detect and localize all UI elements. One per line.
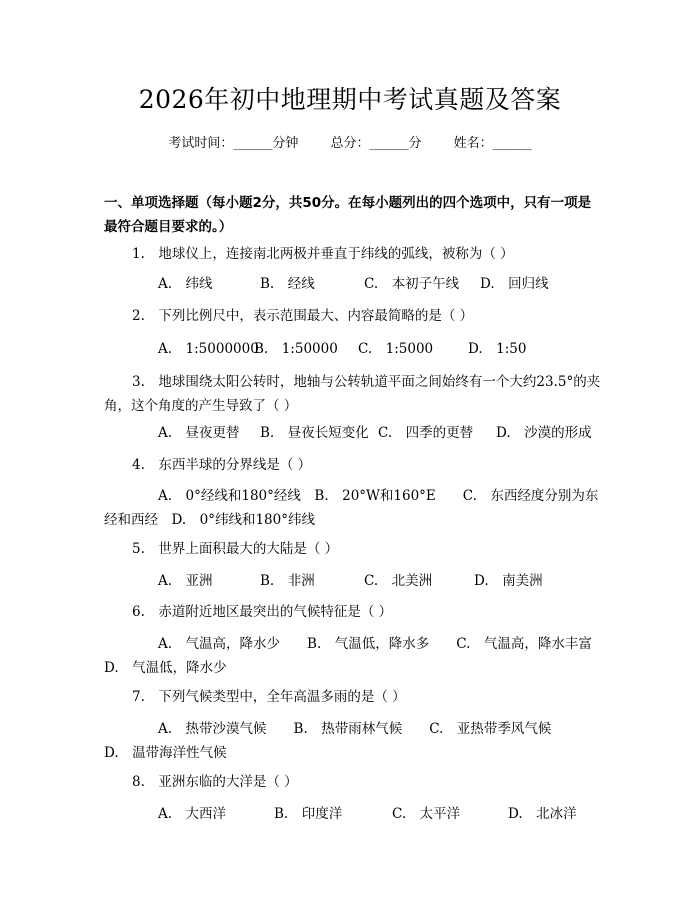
question-stem: 7. 下列气候类型中，全年高温多雨的是（ ） (132, 689, 406, 705)
option-b: B. 昼夜长短变化 (260, 425, 369, 441)
option-a: A. 昼夜更替 (158, 425, 240, 441)
option-c: C. 北美洲 (364, 573, 433, 589)
question-6-options (104, 632, 604, 680)
option-b: B. 非洲 (260, 573, 315, 589)
question-7 (104, 685, 604, 709)
option-d: D. 沙漠的形成 (496, 425, 592, 441)
question-stem: 5. 世界上面积最大的大陆是（ ） (132, 541, 339, 557)
options-line-1: A. 0°经线和180°经线 B. 20°W和160°E C. 东西经度分别为东 (158, 488, 599, 504)
question-3-options (104, 421, 604, 445)
question-1-options (104, 272, 604, 296)
options-line-1: A. 热带沙漠气候 B. 热带雨林气候 C. 亚热带季风气候 (158, 721, 552, 737)
option-d: D. 回归线 (480, 276, 549, 292)
option-c: C. 本初子午线 (364, 276, 460, 292)
option-b: B. 印度洋 (274, 806, 343, 822)
question-4-options (104, 484, 604, 532)
options-line-2: 经和西经 D. 0°纬线和180°纬线 (104, 512, 315, 528)
question-8-options (104, 802, 604, 826)
question-stem: 6. 赤道附近地区最突出的气候特征是（ ） (132, 604, 393, 620)
exam-time: 考试时间：______分钟 (168, 136, 299, 151)
question-4 (104, 453, 604, 477)
options-line-1: A. 气温高，降水少 B. 气温低，降水多 C. 气温高，降水丰富 (158, 636, 592, 652)
exam-name: 姓名：______ (453, 136, 532, 151)
options-line-2: D. 温带海洋性气候 (104, 745, 227, 761)
page-title: 2026年初中地理期中考试真题及答案 (138, 85, 562, 114)
question-stem: 1. 地球仪上，连接南北两极并垂直于纬线的弧线，被称为（ ） (132, 246, 514, 262)
exam-score: 总分：______分 (330, 136, 422, 151)
option-a: A. 1:5000000 (158, 341, 259, 357)
option-c: C. 1:5000 (358, 341, 434, 357)
section-heading: 一、单项选择题（每小题2分，共50分。在每小题列出的四个选项中，只有一项是最符合题目要求的。） (104, 195, 592, 235)
option-d: D. 南美洲 (474, 573, 543, 589)
question-5 (104, 537, 604, 561)
question-5-options (104, 569, 604, 593)
question-stem: 2. 下列比例尺中，表示范围最大、内容最简略的是（ ） (132, 308, 474, 324)
question-1 (104, 242, 604, 266)
option-d: D. 北冰洋 (508, 806, 577, 822)
question-8 (104, 770, 604, 794)
option-a: A. 亚洲 (158, 573, 213, 589)
question-7-options (104, 717, 604, 765)
option-b: B. 经线 (260, 276, 315, 292)
option-c: C. 太平洋 (392, 806, 461, 822)
question-2 (104, 304, 604, 328)
question-3 (104, 370, 604, 418)
question-6 (104, 600, 604, 624)
options-line-2: D. 气温低，降水少 (104, 660, 227, 676)
question-stem: 8. 亚洲东临的大洋是（ ） (132, 774, 298, 790)
question-stem: 3. 地球围绕太阳公转时，地轴与公转轨道平面之间始终有一个大约23.5°的夹角，这个角度的产生导致了（ ） (104, 374, 601, 414)
option-c: C. 四季的更替 (378, 425, 474, 441)
option-d: D. 1:50 (468, 341, 527, 357)
option-a: A. 纬线 (158, 276, 213, 292)
question-2-options (104, 337, 604, 361)
question-stem: 4. 东西半球的分界线是（ ） (132, 457, 312, 473)
option-a: A. 大西洋 (158, 806, 227, 822)
option-b: B. 1:50000 (254, 341, 338, 357)
exam-info (0, 132, 700, 151)
